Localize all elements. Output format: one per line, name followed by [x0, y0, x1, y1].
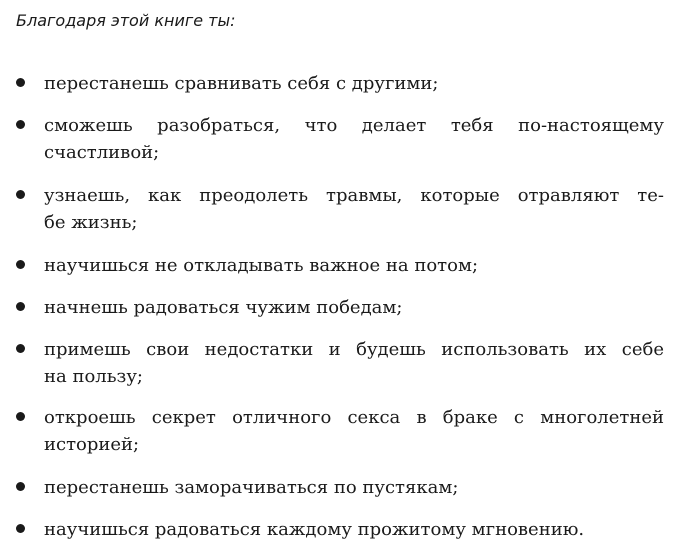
list-item-text [44, 182, 664, 236]
list-item-line: начнешь радоваться чужим победам; [44, 297, 403, 318]
list-item-line: бе жизнь; [44, 212, 138, 233]
list-item-line: перестанешь сравнивать себя с другими; [44, 73, 439, 94]
bullet-icon [16, 412, 25, 421]
list-item-line: счастливой; [44, 142, 160, 163]
list-item-line: перестанешь заморачиваться по пустякам; [44, 477, 459, 498]
bullet-icon [16, 78, 25, 87]
bullet-icon [16, 344, 25, 353]
list-item-line: научишься не откладывать важное на потом; [44, 255, 479, 276]
bullet-icon [16, 260, 25, 269]
list-item-text [44, 336, 664, 390]
bullet-icon [16, 190, 25, 199]
list-item-line: научишься радоваться каждому прожитому мгновению. [44, 519, 585, 540]
list-item-line: примешь свои недостатки и будешь использовать их себе [44, 339, 664, 360]
bullet-icon [16, 302, 25, 311]
list-item-text [44, 294, 664, 321]
bullet-icon [16, 120, 25, 129]
list-item-text [44, 252, 664, 279]
list-item-line: узнаешь, как преодолеть травмы, которые отравляют те- [44, 185, 664, 206]
intro-heading: Благодаря этой книге ты: [16, 11, 236, 30]
list-item-line: сможешь разобраться, что делает тебя по-настоящему [44, 115, 664, 136]
list-item-line: на пользу; [44, 366, 143, 387]
list-item-text [44, 404, 664, 458]
bullet-icon [16, 524, 25, 533]
list-item-text [44, 474, 664, 501]
bullet-icon [16, 482, 25, 491]
list-item-line: откроешь секрет отличного секса в браке с многолетней [44, 407, 664, 428]
list-item-text [44, 516, 664, 543]
list-item-text [44, 70, 664, 97]
list-item-text [44, 112, 664, 166]
list-item-line: историей; [44, 434, 140, 455]
